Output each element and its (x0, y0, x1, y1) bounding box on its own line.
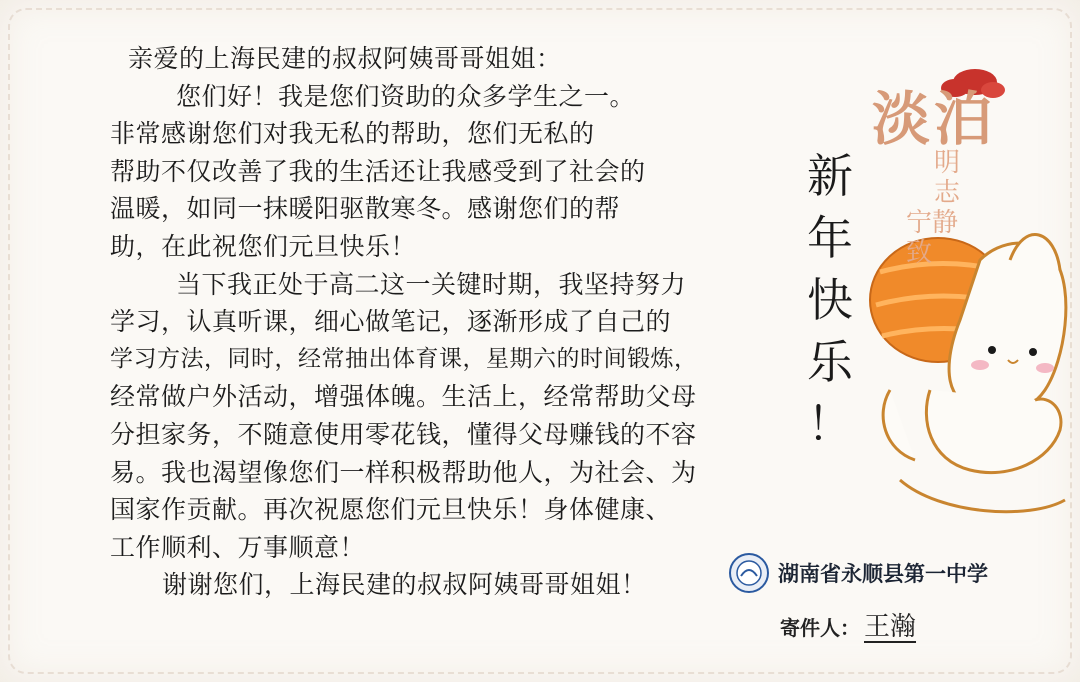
brand-subtitle-line: 宁静致 (906, 208, 959, 268)
letter-closing: 谢谢您们，上海民建的叔叔阿姨哥哥姐姐！ (162, 570, 647, 600)
brand-title: 淡泊 (872, 85, 997, 153)
greeting-char: 快 (807, 273, 853, 327)
sender-line (780, 606, 916, 643)
letter-line: 学习方法，同时，经常抽出体育课，星期六的时间锻炼， (110, 345, 698, 372)
letter-body (110, 40, 810, 604)
school-line (728, 552, 988, 594)
school-emblem-icon (728, 552, 770, 594)
school-name: 湖南省永顺县第一中学 (778, 562, 988, 586)
greeting-char: 新 (807, 149, 853, 203)
letter-line: 您们好！我是您们资助的众多学生之一。 (176, 81, 636, 111)
letter-line: 经常做户外活动，增强体魄。生活上，经常帮助父母 (110, 382, 697, 412)
sender-signature: 王瀚 (864, 612, 917, 642)
letter-line: 帮助不仅改善了我的生活还让我感受到了社会的 (110, 156, 646, 186)
greeting-char: 乐 (807, 335, 853, 389)
brand-subtitle (906, 148, 976, 268)
letter-line: 当下我正处于高二这一关键时期，我坚持努力 (176, 269, 687, 299)
brand-subtitle-line: 明志 (934, 148, 961, 208)
greeting-char: 年 (807, 211, 853, 265)
letter-line: 工作顺利、万事顺意！ (110, 532, 366, 562)
sender-label: 寄件人： (780, 616, 860, 640)
letter-salutation: 亲爱的上海民建的叔叔阿姨哥哥姐姐： (128, 44, 562, 73)
letter-line: 学习，认真听课，细心做笔记，逐渐形成了自己的 (110, 307, 672, 337)
letter-line: 易。我也渴望像您们一样积极帮助他人，为社会、为 (110, 457, 697, 487)
letter-line: 非常感谢您们对我无私的帮助，您们无私的 (110, 119, 595, 149)
letter-line: 分担家务，不随意使用零花钱，懂得父母赚钱的不容 (110, 419, 697, 449)
letter-line: 国家作贡献。再次祝愿您们元旦快乐！身体健康、 (110, 495, 672, 525)
letter-line: 温暖，如同一抹暖阳驱散寒冬。感谢您们的帮 (110, 194, 621, 224)
new-year-greeting (800, 145, 860, 455)
greeting-char: ！ (807, 397, 853, 451)
letter-line: 助，在此祝您们元旦快乐！ (110, 231, 417, 261)
